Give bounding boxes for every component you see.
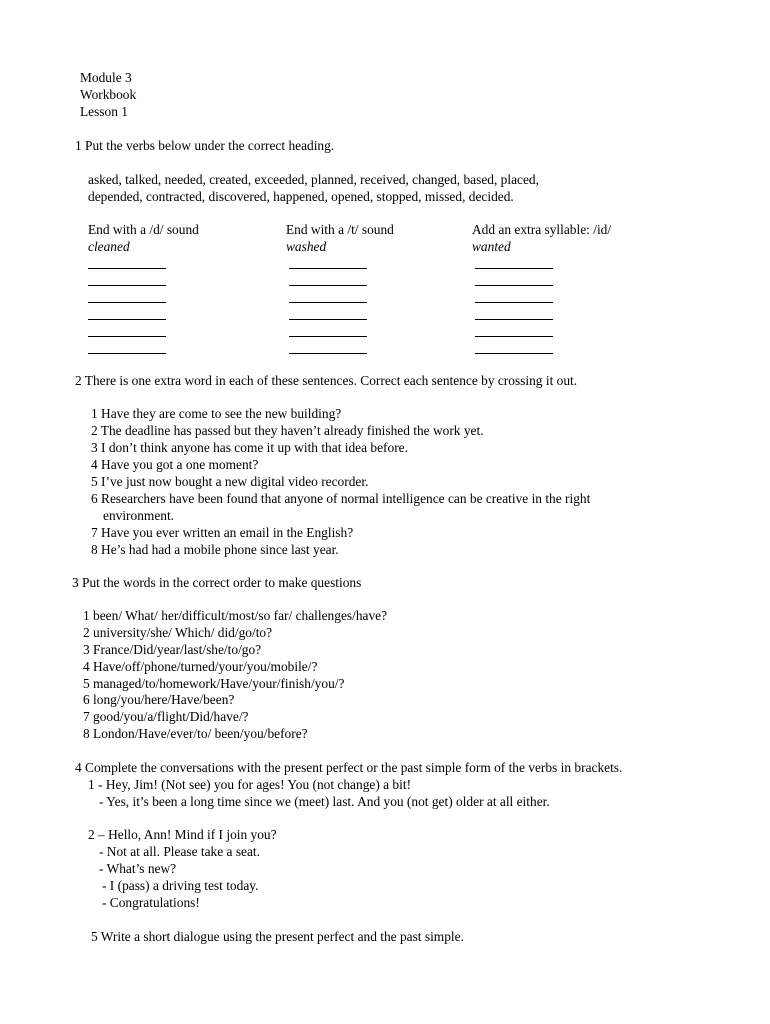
answer-blank[interactable] bbox=[289, 353, 367, 354]
task1-verbs-line1: asked, talked, needed, created, exceeded, planned, received, changed, based, placed, bbox=[88, 172, 539, 187]
answer-blank[interactable] bbox=[88, 336, 166, 337]
answer-blank[interactable] bbox=[88, 319, 166, 320]
task3-item: 6 long/you/here/Have/been? bbox=[83, 692, 235, 707]
task2-sentence: 3 I don’t think anyone has come it up with that idea before. bbox=[91, 440, 408, 455]
task2-sentence: 1 Have they are come to see the new building? bbox=[91, 406, 342, 421]
answer-blank[interactable] bbox=[475, 285, 553, 286]
task2-sentence: 6 Researchers have been found that anyone of normal intelligence can be creative in the right bbox=[91, 491, 591, 506]
task3-item: 8 London/Have/ever/to/ been/you/before? bbox=[83, 726, 308, 741]
task2-sentence: 7 Have you ever written an email in the English? bbox=[91, 525, 354, 540]
answer-blank[interactable] bbox=[475, 319, 553, 320]
task5-instruction: 5 Write a short dialogue using the present perfect and the past simple. bbox=[91, 929, 464, 944]
task1-instruction: 1 Put the verbs below under the correct heading. bbox=[75, 138, 335, 153]
answer-blank[interactable] bbox=[289, 319, 367, 320]
task2-sentence-continuation: environment. bbox=[103, 508, 175, 523]
workbook-label: Workbook bbox=[80, 87, 137, 102]
column-heading-t: End with a /t/ sound bbox=[286, 222, 394, 237]
answer-blank[interactable] bbox=[475, 302, 553, 303]
task4-instruction: 4 Complete the conversations with the present perfect or the past simple form of the verbs in brackets. bbox=[75, 760, 623, 775]
answer-blank[interactable] bbox=[475, 353, 553, 354]
column-heading-id: Add an extra syllable: /id/ bbox=[472, 222, 612, 237]
task3-instruction: 3 Put the words in the correct order to make questions bbox=[72, 575, 362, 590]
column-example-d: cleaned bbox=[88, 239, 130, 254]
column-example-id: wanted bbox=[472, 239, 511, 254]
column-example-t: washed bbox=[286, 239, 327, 254]
task3-item: 5 managed/to/homework/Have/your/finish/you/? bbox=[83, 676, 345, 691]
module-label: Module 3 bbox=[80, 70, 132, 85]
task1-verbs-line2: depended, contracted, discovered, happened, opened, stopped, missed, decided. bbox=[88, 189, 514, 204]
task2-sentence: 5 I’ve just now bought a new digital video recorder. bbox=[91, 474, 369, 489]
task3-item: 7 good/you/a/flight/Did/have/? bbox=[83, 709, 249, 724]
answer-blank[interactable] bbox=[88, 302, 166, 303]
task3-item: 2 university/she/ Which/ did/go/to? bbox=[83, 625, 273, 640]
dialogue1-line: - Yes, it’s been a long time since we (meet) last. And you (not get) older at all either. bbox=[99, 794, 550, 809]
answer-blank[interactable] bbox=[289, 336, 367, 337]
task3-item: 1 been/ What/ her/difficult/most/so far/ challenges/have? bbox=[83, 608, 388, 623]
dialogue1-line: 1 - Hey, Jim! (Not see) you for ages! You (not change) a bit! bbox=[88, 777, 412, 792]
column-heading-d: End with a /d/ sound bbox=[88, 222, 199, 237]
dialogue2-line: - I (pass) a driving test today. bbox=[102, 878, 259, 893]
dialogue2-line: - What’s new? bbox=[99, 861, 177, 876]
task2-sentence: 8 He’s had had a mobile phone since last year. bbox=[91, 542, 339, 557]
dialogue2-line: 2 – Hello, Ann! Mind if I join you? bbox=[88, 827, 277, 842]
dialogue2-line: - Congratulations! bbox=[102, 895, 200, 910]
lesson-label: Lesson 1 bbox=[80, 104, 128, 119]
answer-blank[interactable] bbox=[289, 268, 367, 269]
task2-sentence: 2 The deadline has passed but they haven’t already finished the work yet. bbox=[91, 423, 484, 438]
task2-sentence: 4 Have you got a one moment? bbox=[91, 457, 259, 472]
answer-blank[interactable] bbox=[88, 285, 166, 286]
answer-blank[interactable] bbox=[475, 268, 553, 269]
task3-item: 4 Have/off/phone/turned/your/you/mobile/? bbox=[83, 659, 318, 674]
answer-blank[interactable] bbox=[88, 353, 166, 354]
answer-blank[interactable] bbox=[475, 336, 553, 337]
dialogue2-line: - Not at all. Please take a seat. bbox=[99, 844, 260, 859]
task2-instruction: 2 There is one extra word in each of these sentences. Correct each sentence by crossing it out. bbox=[75, 373, 578, 388]
task3-item: 3 France/Did/year/last/she/to/go? bbox=[83, 642, 262, 657]
answer-blank[interactable] bbox=[289, 302, 367, 303]
answer-blank[interactable] bbox=[88, 268, 166, 269]
answer-blank[interactable] bbox=[289, 285, 367, 286]
